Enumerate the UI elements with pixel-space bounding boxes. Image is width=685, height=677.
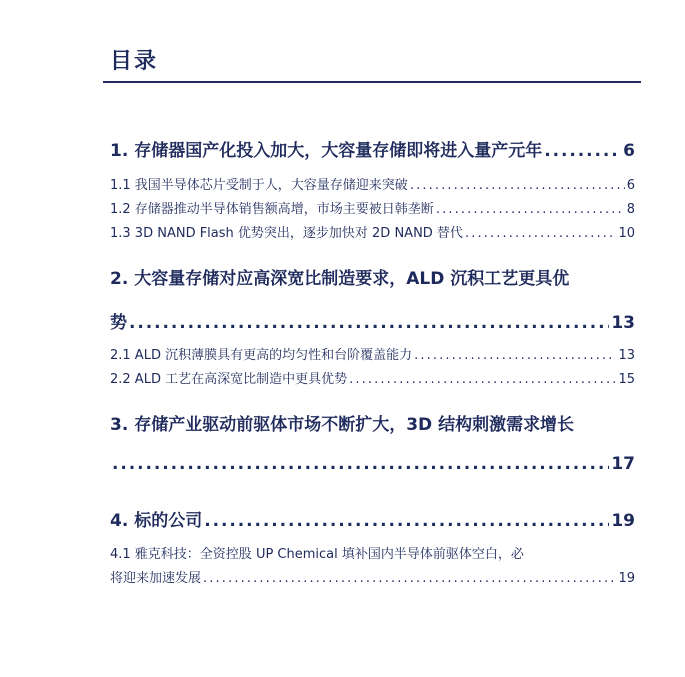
toc-page-number: 6 bbox=[623, 141, 635, 161]
toc-leader-dots bbox=[112, 454, 609, 474]
toc-entry-3[interactable] bbox=[110, 454, 635, 474]
toc-entry-1-2[interactable] bbox=[110, 198, 635, 217]
toc-page-number: 19 bbox=[611, 511, 635, 531]
toc-entry-4-1-line1[interactable]: 4.1 雅克科技：全资控股 UP Chemical 填补国内半导体前驱体空白，必 bbox=[110, 547, 524, 562]
toc-entry-2-1[interactable] bbox=[110, 344, 635, 363]
toc-entry-text: 2.2 ALD 工艺在高深宽比制造中更具优势 bbox=[110, 372, 348, 387]
toc-page-number: 15 bbox=[618, 372, 635, 387]
toc-entry-1-3[interactable] bbox=[110, 222, 635, 241]
toc-page-number: 19 bbox=[618, 571, 635, 586]
toc-page-number: 17 bbox=[611, 454, 635, 474]
toc-entry-text: 势 bbox=[110, 313, 127, 333]
toc-leader-dots bbox=[129, 313, 609, 333]
toc-entry-3-line1[interactable]: 3. 存储产业驱动前驱体市场不断扩大，3D 结构刺激需求增长 bbox=[110, 415, 575, 435]
toc-page-number: 10 bbox=[618, 226, 635, 241]
toc-page-number: 6 bbox=[626, 178, 635, 193]
toc-entry-text: 将迎来加速发展 bbox=[110, 571, 202, 586]
toc-entry-2[interactable] bbox=[110, 308, 635, 333]
toc-entry-text: 2.1 ALD 沉积薄膜具有更高的均匀性和台阶覆盖能力 bbox=[110, 348, 413, 363]
toc-leader-dots bbox=[349, 372, 616, 387]
toc-entry-1-1[interactable] bbox=[110, 174, 635, 193]
toc-leader-dots bbox=[410, 178, 625, 193]
page-title: 目录 bbox=[110, 49, 159, 74]
toc-entry-1[interactable] bbox=[110, 136, 635, 161]
toc-entry-text: 4. 标的公司 bbox=[110, 511, 203, 531]
toc-leader-dots bbox=[414, 348, 616, 363]
toc-leader-dots bbox=[204, 511, 609, 531]
toc-leader-dots bbox=[436, 202, 625, 217]
toc-entry-text: 1. 存储器国产化投入加大，大容量存储即将进入量产元年 bbox=[110, 141, 543, 161]
toc-leader-dots bbox=[465, 226, 617, 241]
toc-page-number: 8 bbox=[626, 202, 635, 217]
toc-entry-text: 1.3 3D NAND Flash 优势突出，逐步加快对 2D NAND 替代 bbox=[110, 226, 463, 241]
toc-entry-4-1[interactable] bbox=[110, 567, 635, 586]
toc-entry-4[interactable] bbox=[110, 506, 635, 531]
toc-page-number: 13 bbox=[618, 348, 635, 363]
toc-entry-2-line1[interactable]: 2. 大容量存储对应高深宽比制造要求，ALD 沉积工艺更具优 bbox=[110, 269, 570, 289]
toc-leader-dots bbox=[203, 571, 616, 586]
title-divider bbox=[103, 81, 641, 83]
toc-entry-text: 1.1 我国半导体芯片受制于人，大容量存储迎来突破 bbox=[110, 178, 408, 193]
toc-page-number: 13 bbox=[611, 313, 635, 333]
toc-entry-text: 1.2 存储器推动半导体销售额高增，市场主要被日韩垄断 bbox=[110, 202, 434, 217]
toc-entry-2-2[interactable] bbox=[110, 368, 635, 387]
toc-leader-dots bbox=[544, 141, 621, 161]
